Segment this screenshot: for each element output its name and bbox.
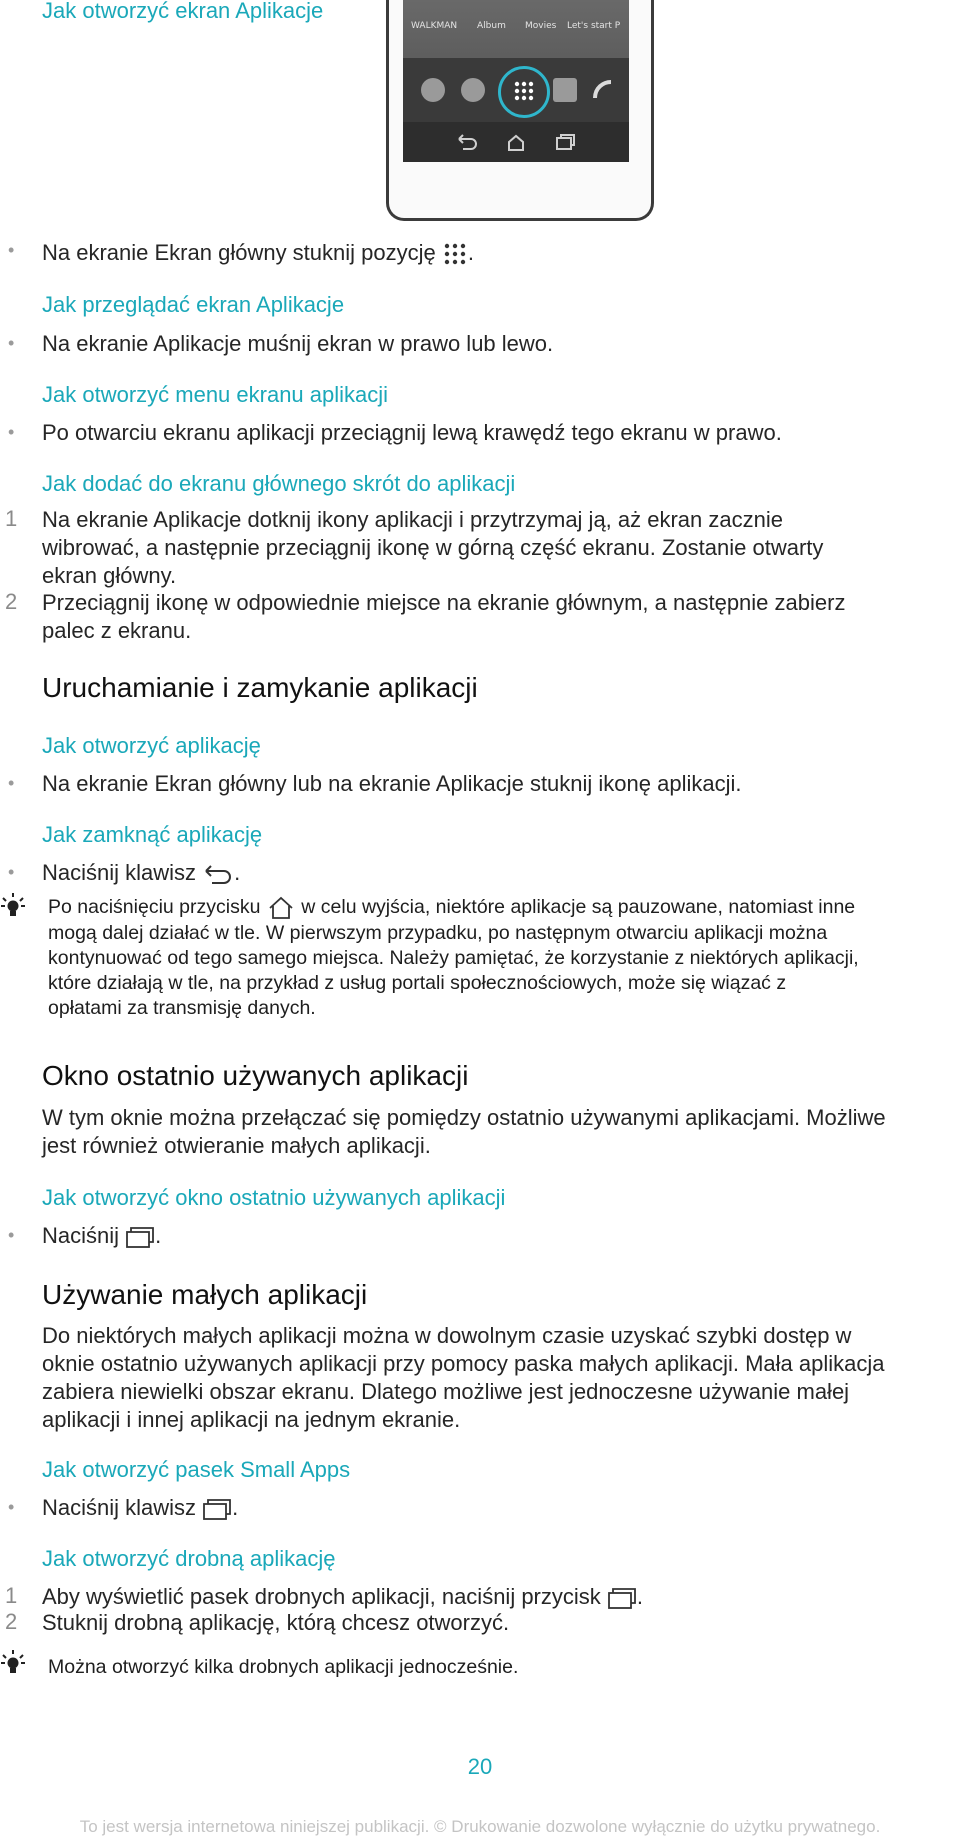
- instruction-small-apps-bar: [42, 1494, 238, 1522]
- recent-apps-icon: [125, 1225, 155, 1249]
- tip-text: Po naciśnięciu przycisku: [48, 896, 261, 919]
- back-icon: [202, 863, 234, 885]
- tip-line: kontynuować od tego samego miejsca. Należy pamiętać, że korzystanie z niektórych aplikacji,: [48, 947, 859, 969]
- tip-line: mogą dalej działać w tle. W pierwszym przypadku, po następnym otwarciu aplikacji można: [48, 922, 828, 944]
- chrome-icon: [421, 78, 445, 102]
- apps-grid-icon: [504, 72, 544, 112]
- app-label: Movies: [525, 21, 557, 31]
- instruction-text: .: [232, 1495, 239, 1520]
- paragraph-line: zabiera niewielki obszar ekranu. Dlatego możliwe jest jednoczesne używanie małej: [42, 1379, 850, 1404]
- tip-line: które działają w tle, na przykład z usług portali społecznościowych, może się wiązać z: [48, 972, 787, 994]
- step-number: 1: [5, 506, 18, 531]
- tip-multiple-small-apps: Można otworzyć kilka drobnych aplikacji jednocześnie.: [48, 1656, 519, 1678]
- play-icon: [461, 78, 485, 102]
- app-label: Album: [477, 21, 506, 31]
- section-heading-open-app: Jak otworzyć aplikację: [42, 733, 261, 758]
- phone-screen: [403, 0, 629, 162]
- instruction-text: .: [234, 860, 241, 885]
- messaging-icon: [553, 78, 577, 102]
- small-apps-description: [42, 1322, 885, 1434]
- step-2: Stuknij drobną aplikację, którą chcesz otworzyć.: [42, 1610, 510, 1635]
- step-number: 2: [5, 1609, 18, 1634]
- tip-bulb-icon: [0, 1649, 26, 1677]
- step-line: ekran główny.: [42, 563, 177, 588]
- bullet: •: [8, 1497, 15, 1517]
- step-2: [42, 589, 845, 645]
- apps-button-highlight: [498, 66, 550, 118]
- instruction-text: Naciśnij klawisz: [42, 1495, 197, 1520]
- section-heading-open-apps-screen: Jak otworzyć ekran Aplikacje: [42, 0, 324, 23]
- instruction-text: Naciśnij klawisz: [42, 860, 197, 885]
- step-line: wibrować, a następnie przeciągnij ikonę w górną część ekranu. Zostanie otwarty: [42, 535, 824, 560]
- instruction-open-apps: [42, 239, 474, 267]
- section-heading-open-small-app: Jak otworzyć drobną aplikację: [42, 1546, 336, 1571]
- bullet: •: [8, 1225, 15, 1245]
- phone-illustration: [386, 0, 654, 221]
- instruction-browse: Na ekranie Aplikacje muśnij ekran w prawo lub lewo.: [42, 331, 554, 356]
- footer-note: To jest wersja internetowa niniejszej publikacji. © Drukowanie dozwolone wyłącznie do użytku prywatnego.: [79, 1817, 881, 1836]
- phone-dock: [403, 58, 629, 122]
- paragraph-line: oknie ostatnio używanych aplikacji przy pomocy paska małych aplikacji. Mała aplikacja: [42, 1351, 885, 1376]
- section-title-run-close: Uruchamianie i zamykanie aplikacji: [42, 672, 478, 703]
- recent-apps-icon: [607, 1586, 637, 1610]
- bullet: •: [8, 773, 15, 793]
- tip-home-apps: [48, 895, 859, 1021]
- instruction-text: .: [467, 240, 474, 265]
- bullet: •: [8, 333, 15, 353]
- recent-description: [42, 1104, 886, 1160]
- bullet: •: [8, 240, 15, 260]
- paragraph-line: jest również otwieranie małych aplikacji.: [42, 1133, 431, 1158]
- section-heading-browse: Jak przeglądać ekran Aplikacje: [42, 292, 345, 317]
- step-line: Na ekranie Aplikacje dotknij ikony aplikacji i przytrzymaj ją, aż ekran zacznie: [42, 507, 783, 532]
- section-heading-menu: Jak otworzyć menu ekranu aplikacji: [42, 382, 389, 407]
- instruction-text: Naciśnij: [42, 1223, 120, 1248]
- instruction-text: .: [155, 1223, 162, 1248]
- tip-line: opłatami za transmisję danych.: [48, 997, 316, 1019]
- section-heading-shortcut: Jak dodać do ekranu głównego skrót do aplikacji: [42, 471, 516, 496]
- paragraph-line: W tym oknie można przełączać się pomiędzy ostatnio używanymi aplikacjami. Możliwe: [42, 1105, 886, 1130]
- bullet: •: [8, 862, 15, 882]
- step-number: 2: [5, 589, 18, 614]
- section-heading-open-recent: Jak otworzyć okno ostatnio używanych aplikacji: [42, 1185, 506, 1210]
- tip-bulb-icon: [0, 892, 26, 920]
- app-label: Let's start P: [567, 21, 621, 31]
- page-number: 20: [467, 1754, 493, 1779]
- step-text: .: [636, 1584, 644, 1609]
- paragraph-line: Do niektórych małych aplikacji można w dowolnym czasie uzyskać szybki dostęp w: [42, 1323, 852, 1348]
- step-1: [42, 1583, 643, 1611]
- section-title-small-apps: Używanie małych aplikacji: [42, 1279, 368, 1310]
- phone-call-icon: [589, 76, 617, 104]
- home-icon: [266, 895, 296, 921]
- section-heading-close-app: Jak zamknąć aplikację: [42, 822, 263, 847]
- step-1: [42, 506, 823, 590]
- instruction-menu: Po otwarciu ekranu aplikacji przeciągnij lewą krawędź tego ekranu w prawo.: [42, 420, 782, 445]
- app-label: WALKMAN: [411, 21, 458, 31]
- phone-navbar: [403, 122, 629, 162]
- step-number: 1: [5, 1583, 18, 1608]
- step-line: palec z ekranu.: [42, 618, 192, 643]
- tip-line: [48, 895, 859, 921]
- paragraph-line: aplikacji i innej aplikacji na jednym ekranie.: [42, 1407, 461, 1432]
- step-line: Przeciągnij ikonę w odpowiednie miejsce na ekranie głównym, a następnie zabierz: [42, 590, 846, 615]
- bullet: •: [8, 422, 15, 442]
- recent-apps-icon: [202, 1497, 232, 1521]
- instruction-close-app: [42, 859, 240, 887]
- step-text: Aby wyświetlić pasek drobnych aplikacji, naciśnij przycisk: [42, 1584, 601, 1609]
- instruction-open-recent: [42, 1222, 161, 1250]
- nav-icons: [403, 122, 629, 162]
- section-title-recent: Okno ostatnio używanych aplikacji: [42, 1060, 469, 1091]
- instruction-text: Na ekranie Ekran główny stuknij pozycję: [42, 240, 436, 265]
- tip-text: w celu wyjścia, niektóre aplikacje są pauzowane, natomiast inne: [301, 896, 856, 919]
- section-heading-small-apps-bar: Jak otworzyć pasek Small Apps: [42, 1457, 351, 1482]
- instruction-open-app: Na ekranie Ekran główny lub na ekranie Aplikacje stuknij ikonę aplikacji.: [42, 771, 742, 796]
- apps-grid-icon: [442, 242, 468, 266]
